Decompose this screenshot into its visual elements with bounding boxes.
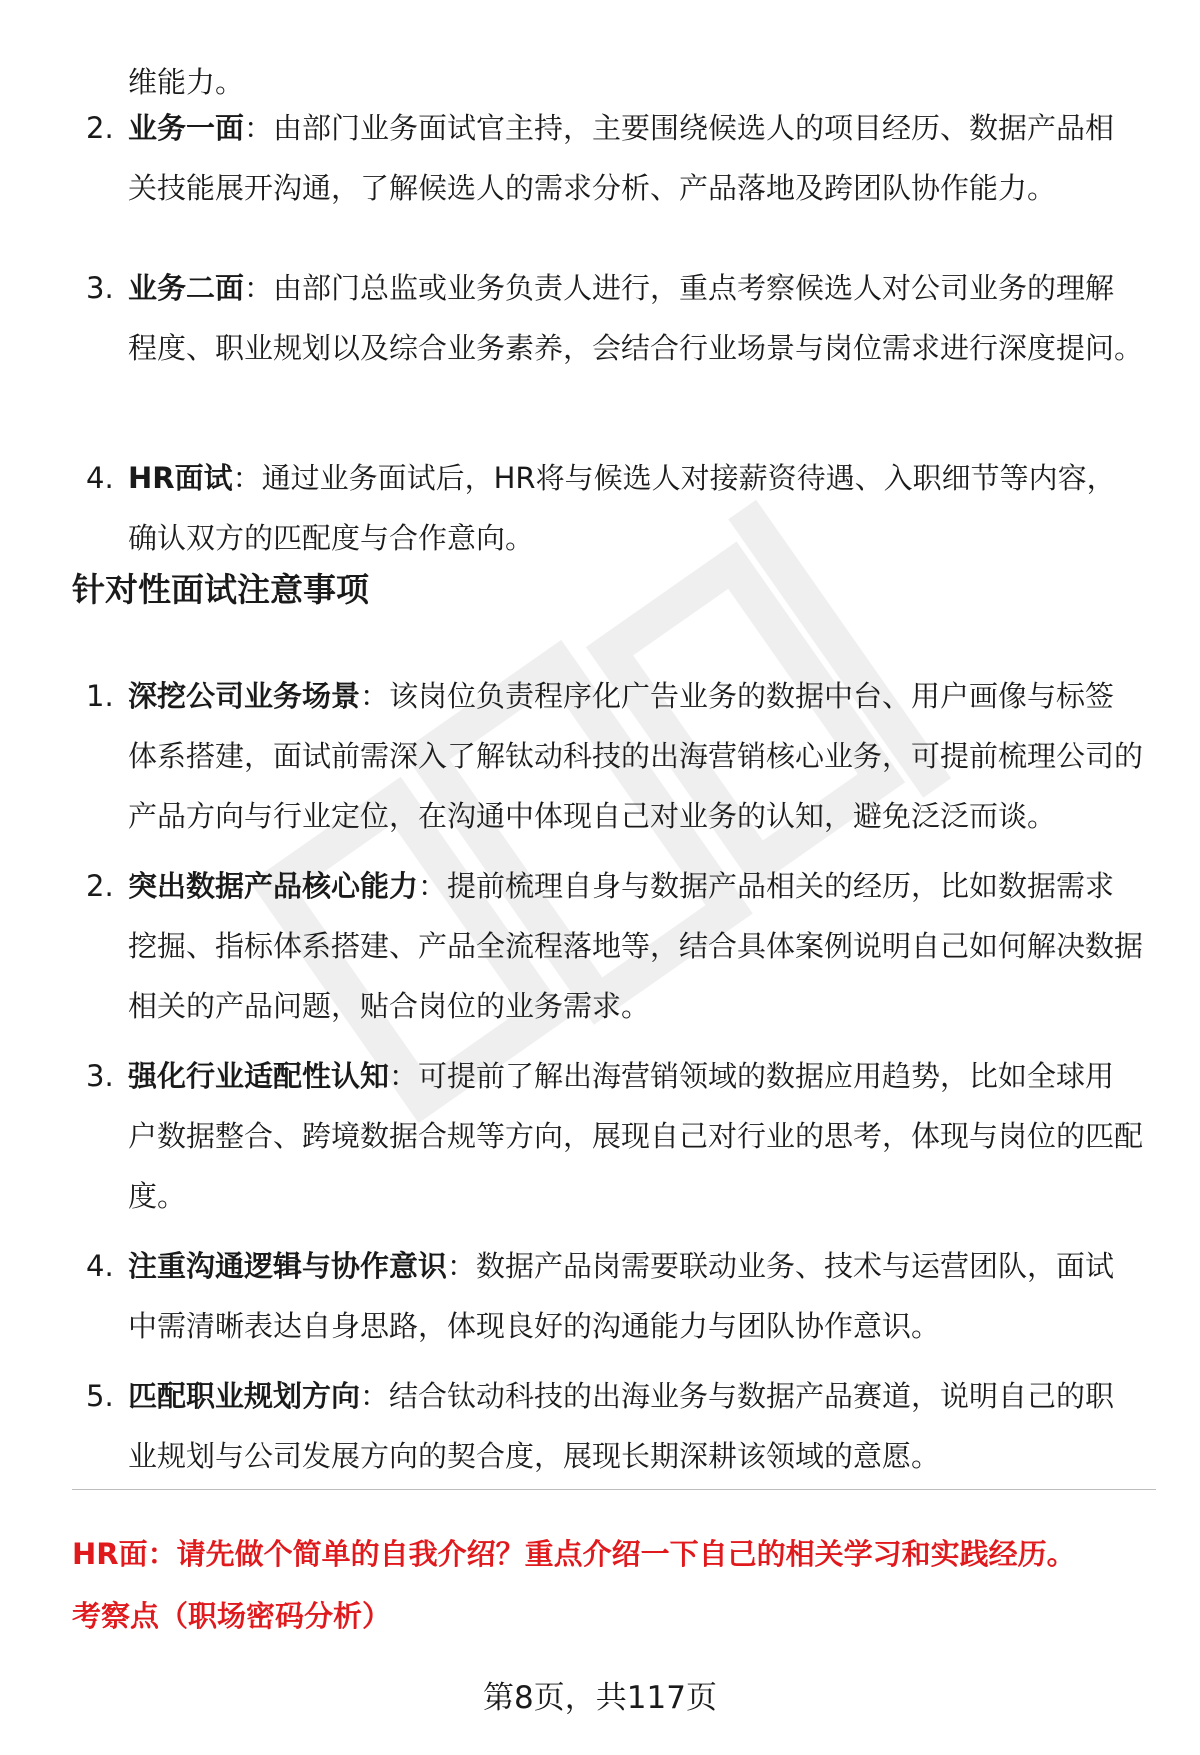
interview-question: HR面：请先做个简单的自我介绍？重点介绍一下自己的相关学习和实践经历。 [72,1537,1076,1571]
list-item [0,1366,1200,1496]
item-title: 突出数据产品核心能力 [128,869,419,903]
section-title: 针对性面试注意事项 [72,570,369,609]
item-separator: ： [389,1059,419,1093]
page-footer: 第8页，共117页 [483,1680,717,1716]
interview-process-list [0,98,1200,578]
list-item-text [128,448,1143,568]
list-number: 3. [86,271,114,305]
item-body: 结合钛动科技的出海业务与数据产品赛道，说明自己的职业规划与公司发展方向的契合度，展现长期深耕该领域的意愿。 [128,1379,1115,1473]
list-item [0,1046,1200,1236]
list-number: 5. [86,1379,114,1413]
item-title: 业务二面 [128,271,245,305]
item-body: 提前梳理自身与数据产品相关的经历，比如数据需求挖掘、指标体系搭建、产品全流程落地等，结合具体案例说明自己如何解决数据相关的产品问题，贴合岗位的业务需求。 [128,869,1144,1023]
item-title: HR面试 [128,461,233,495]
item-separator: ： [360,1379,390,1413]
list-item-text [128,856,1143,1036]
item-separator: ： [447,1249,477,1283]
item-body: 可提前了解出海营销领域的数据应用趋势，比如全球用户数据整合、跨境数据合规等方向，展现自己对行业的思考，体现与岗位的匹配度。 [128,1059,1144,1213]
item-separator: ： [244,271,274,305]
list-number: 2. [86,111,114,145]
list-item-text [128,666,1143,846]
list-item-text [128,98,1143,218]
interview-tips-list [0,666,1200,1496]
item-title: 业务一面 [128,111,245,145]
item-body: 该岗位负责程序化广告业务的数据中台、用户画像与标签体系搭建，面试前需深入了解钛动科技的出海营销核心业务，可提前梳理公司的产品方向与行业定位，在沟通中体现自己对业务的认知，避免泛泛而谈。 [128,679,1144,833]
list-number: 4. [86,1249,114,1283]
list-item [0,448,1200,578]
item-separator: ： [360,679,390,713]
list-item [0,666,1200,856]
divider [72,1489,1156,1490]
list-item [0,856,1200,1046]
item-separator: ： [418,869,448,903]
continuation-text: 维能力。 [128,65,245,99]
analysis-label: 考察点（职场密码分析） [72,1599,392,1633]
list-item [0,98,1200,258]
item-body: 由部门总监或业务负责人进行，重点考察候选人对公司业务的理解程度、职业规划以及综合业务素养，会结合行业场景与岗位需求进行深度提问。 [128,271,1144,365]
item-title: 强化行业适配性认知 [128,1059,390,1093]
list-number: 2. [86,869,114,903]
list-number: 4. [86,461,114,495]
list-number: 3. [86,1059,114,1093]
item-title: 深挖公司业务场景 [128,679,361,713]
item-separator: ： [244,111,274,145]
item-title: 匹配职业规划方向 [128,1379,361,1413]
list-item-text [128,1236,1143,1356]
list-item-text [128,1046,1143,1226]
list-number: 1. [86,679,114,713]
item-body: 通过业务面试后，HR将与候选人对接薪资待遇、入职细节等内容，确认双方的匹配度与合作意向。 [128,461,1116,555]
item-body: 数据产品岗需要联动业务、技术与运营团队，面试中需清晰表达自身思路，体现良好的沟通能力与团队协作意识。 [128,1249,1115,1343]
list-item [0,258,1200,448]
list-item [0,1236,1200,1366]
item-body: 由部门业务面试官主持，主要围绕候选人的项目经历、数据产品相关技能展开沟通，了解候选人的需求分析、产品落地及跨团队协作能力。 [128,111,1115,205]
item-title: 注重沟通逻辑与协作意识 [128,1249,448,1283]
list-item-text [128,1366,1143,1486]
item-separator: ： [232,461,262,495]
list-item-text [128,258,1143,378]
